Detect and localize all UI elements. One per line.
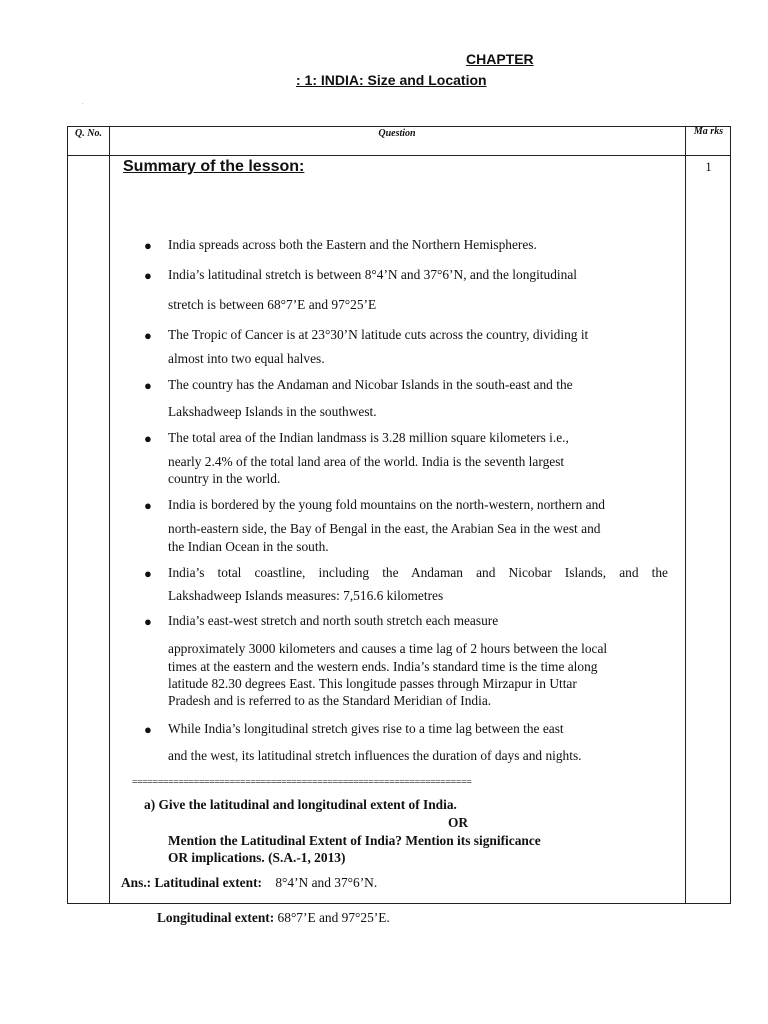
chapter-title: : 1: INDIA: Size and Location (296, 72, 487, 88)
separator-line: ================================================================== (132, 779, 472, 787)
bullet-icon: ● (144, 378, 152, 393)
question-a: a) Give the latitudinal and longitudinal extent of India. (144, 797, 457, 812)
bullet-line: Lakshadweep Islands measures: 7,516.6 kilometres (168, 588, 444, 603)
bullet-line: almost into two equal halves. (168, 351, 325, 366)
bullet-line: north-eastern side, the Bay of Bengal in the east, the Arabian Sea in the west and (168, 521, 601, 536)
bullet-line: and the west, its latitudinal stretch influences the duration of days and nights. (168, 748, 582, 763)
bullet-line: The total area of the Indian landmass is 3.28 million square kilometers i.e., (168, 430, 569, 445)
longitude-label: Longitudinal extent: (157, 910, 275, 925)
column-header-marks: Ma rks (693, 126, 724, 137)
bullet-icon: ● (144, 498, 152, 513)
answer-latitude (121, 875, 377, 891)
bullet-icon: ● (144, 722, 152, 737)
bullet-icon: ● (144, 268, 152, 283)
bullet-line: India’s total coastline, including the Andaman and Nicobar Islands, and the (168, 565, 668, 580)
column-header-qno: Q. No. (75, 128, 102, 139)
bullet-line: The Tropic of Cancer is at 23°30’N latitude cuts across the country, dividing it (168, 327, 589, 342)
question-cell (110, 155, 685, 925)
bullet-line: nearly 2.4% of the total land area of the world. India is the seventh largest (168, 454, 565, 469)
bullet-line: times at the eastern and the western ends. India’s standard time is the time along (168, 659, 598, 674)
bullet-icon: ● (144, 566, 152, 581)
summary-title: Summary of the lesson: (123, 158, 305, 175)
bullet-line: Lakshadweep Islands in the southwest. (168, 404, 377, 419)
stray-dot: . (82, 100, 84, 106)
bullet-icon: ● (144, 238, 152, 253)
bullet-line: India’s east-west stretch and north south stretch each measure (168, 613, 499, 628)
bullet-line: stretch is between 68°7’E and 97°25’E (168, 297, 377, 312)
question-table (67, 126, 731, 925)
question-alt-line: OR implications. (S.A.-1, 2013) (168, 850, 346, 865)
bullet-line: India’s latitudinal stretch is between 8°4’N and 37°6’N, and the longitudinal (168, 267, 577, 282)
column-header-question: Question (378, 128, 416, 139)
bullet-line: While India’s longitudinal stretch gives rise to a time lag between the east (168, 721, 564, 736)
bullet-line: the Indian Ocean in the south. (168, 539, 329, 554)
bullet-line: India spreads across both the Eastern and the Northern Hemispheres. (168, 237, 537, 252)
bullet-line: country in the world. (168, 471, 281, 486)
bullet-line: India is bordered by the young fold mountains on the north-western, northern and (168, 497, 605, 512)
bullet-icon: ● (144, 328, 152, 343)
answer-label: Ans.: Latitudinal extent: (121, 875, 262, 890)
answer-longitude-value: 68°7’E and 97°25’E. (277, 910, 390, 925)
bullet-icon: ● (144, 614, 152, 629)
bullet-line: latitude 82.30 degrees East. This longitude passes through Mirzapur in Uttar (168, 676, 577, 691)
answer-longitude (157, 910, 390, 926)
chapter-heading: CHAPTER (466, 51, 534, 67)
column-divider (685, 127, 686, 903)
marks-value: 1 (705, 159, 712, 174)
bullet-line: The country has the Andaman and Nicobar Islands in the south-east and the (168, 377, 573, 392)
answer-latitude-value: 8°4’N and 37°6’N. (275, 875, 378, 890)
bullet-line: Pradesh and is referred to as the Standard Meridian of India. (168, 693, 492, 708)
or-label: OR (448, 815, 469, 830)
question-alt-line: Mention the Latitudinal Extent of India? Mention its significance (168, 833, 541, 848)
bullet-icon: ● (144, 431, 152, 446)
bullet-line: approximately 3000 kilometers and causes a time lag of 2 hours between the local (168, 641, 608, 656)
